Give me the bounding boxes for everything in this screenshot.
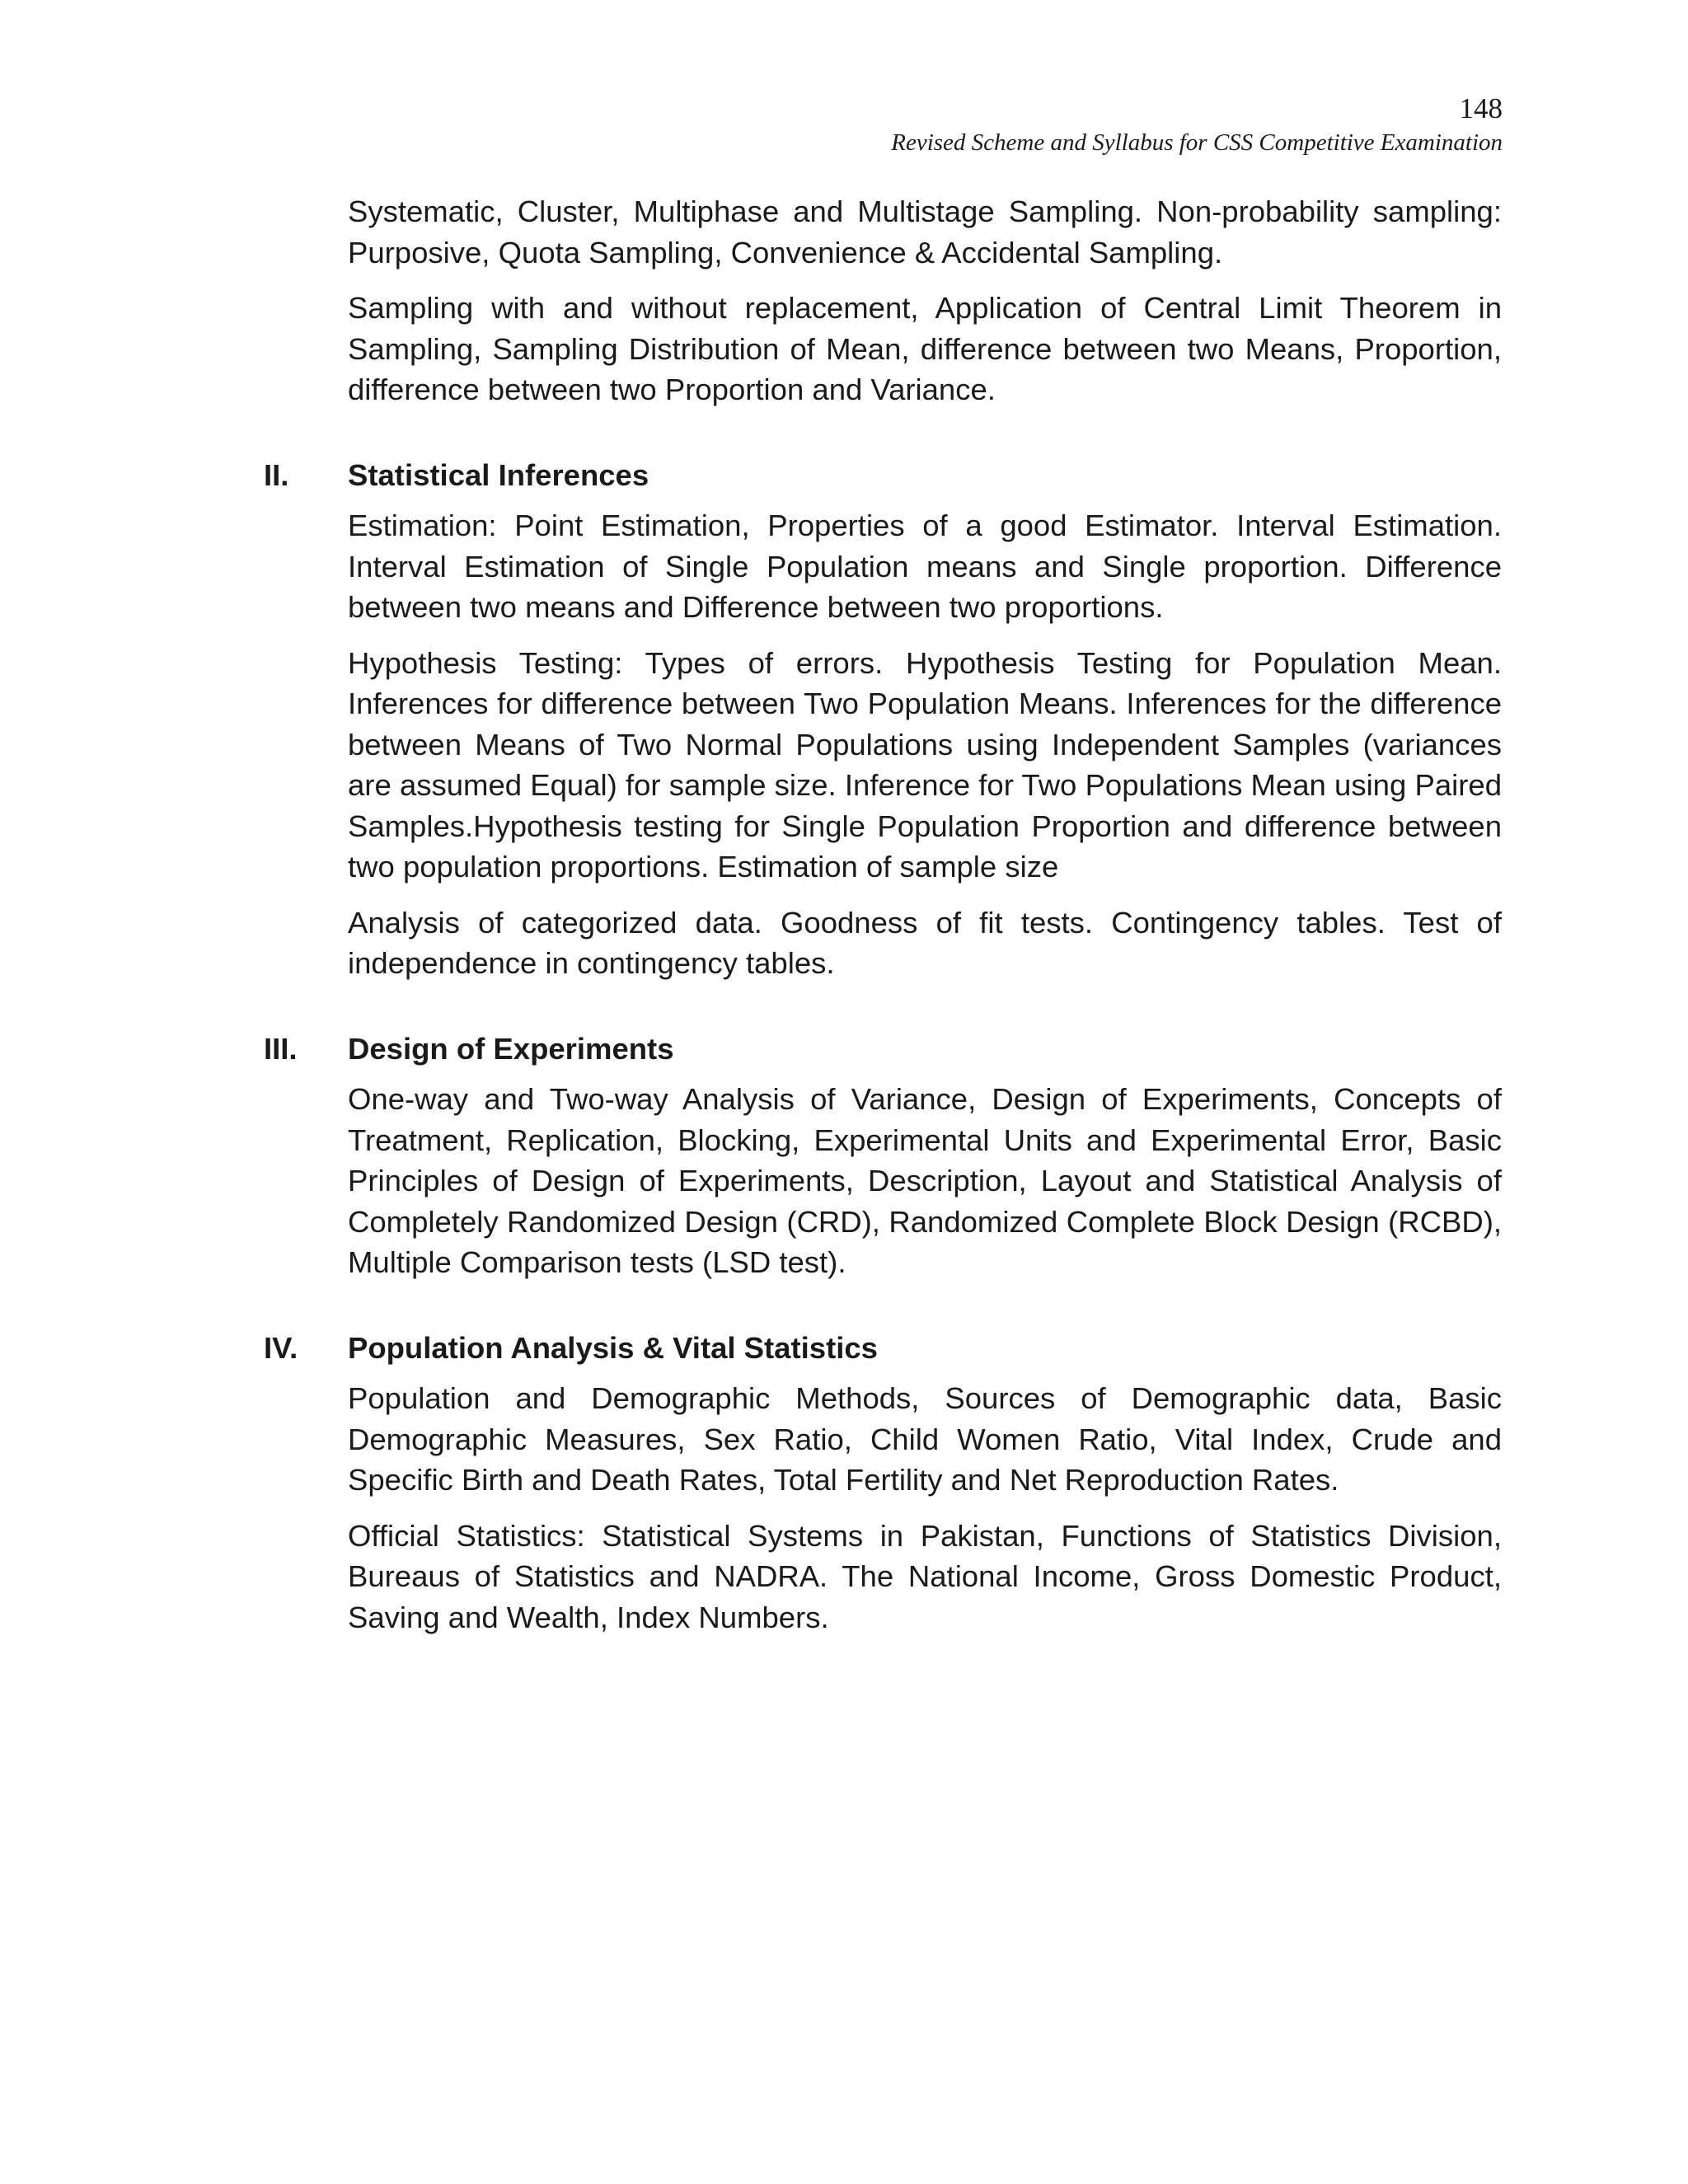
- page-header: [891, 91, 1503, 158]
- intro-paragraph: Systematic, Cluster, Multiphase and Multistage Sampling. Non-probability sampling: Purposive, Quota Sampling, Convenience & Accidental Sampling.: [348, 194, 1502, 269]
- section-heading: [264, 455, 1502, 496]
- intro-paragraph: Sampling with and without replacement, Application of Central Limit Theorem in Sampling, Sampling Distribution of Mean, difference between two Means, Proportion, difference between two Proportion and Variance.: [348, 291, 1502, 406]
- section-paragraph: One-way and Two-way Analysis of Variance, Design of Experiments, Concepts of Treatment, Replication, Blocking, Experimental Units and Experimental Error, Basic Principles of Design of Experiments, Description, Layout and Statistical Analysis of Completely Randomized Design (CRD), Randomized Complete Block Design (RCBD), Multiple Comparison tests (LSD test).: [348, 1082, 1502, 1279]
- section-design-of-experiments: [264, 1029, 1502, 1283]
- section-paragraph: Hypothesis Testing: Types of errors. Hypothesis Testing for Population Mean. Inferences for difference between Two Population Means. Inferences for the difference between Means of Two Normal Populations using Independent Samples (variances are assumed Equal) for sample size. Inference for Two Populations Mean using Paired Samples.Hypothesis testing for Single Population Proportion and difference between two population proportions. Estimation of sample size: [348, 645, 1502, 883]
- section-paragraph: Official Statistics: Statistical Systems in Pakistan, Functions of Statistics Division, Bureaus of Statistics and NADRA. The National Income, Gross Domestic Product, Saving and Wealth, Index Numbers.: [348, 1518, 1502, 1634]
- section-paragraph: Estimation: Point Estimation, Properties of a good Estimator. Interval Estimation. Interval Estimation of Single Population means and Single proportion. Difference between two means and Difference between two proportions.: [348, 509, 1502, 624]
- page-body: [264, 191, 1502, 1652]
- running-title: Revised Scheme and Syllabus for CSS Competitive Examination: [891, 129, 1503, 156]
- section-numeral: IV.: [264, 1330, 298, 1365]
- section-paragraph: Analysis of categorized data. Goodness of fit tests. Contingency tables. Test of independence in contingency tables.: [348, 905, 1502, 980]
- section-title: Population Analysis & Vital Statistics: [348, 1330, 878, 1365]
- section-numeral: III.: [264, 1031, 298, 1066]
- section-population-analysis: [264, 1328, 1502, 1638]
- section-statistical-inferences: [264, 455, 1502, 984]
- section-heading: [264, 1328, 1502, 1369]
- section-paragraph: Population and Demographic Methods, Sources of Demographic data, Basic Demographic Measures, Sex Ratio, Child Women Ratio, Vital Index, Crude and Specific Birth and Death Rates, Total Fertility and Net Reproduction Rates.: [348, 1381, 1502, 1497]
- section-title: Design of Experiments: [348, 1031, 674, 1066]
- section-heading: [264, 1029, 1502, 1070]
- section-title: Statistical Inferences: [348, 457, 649, 492]
- section-numeral: II.: [264, 457, 289, 492]
- page-number: 148: [1459, 92, 1503, 124]
